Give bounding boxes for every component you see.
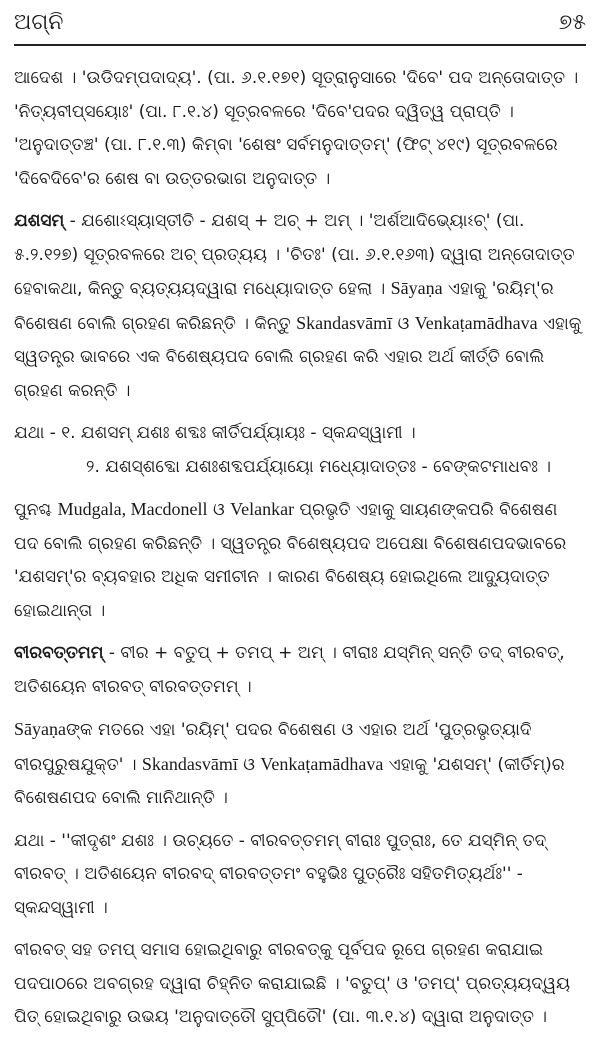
paragraph-viravattamam — [14, 637, 586, 704]
paragraph-3-text-c: ପ୍ରଭୃତି ଏହାକୁ ସାୟଣଙ୍କପରି ବିଶେଷଣ ପଦ ବୋଲି ଗ୍ରହଣ କରିଛନ୍ତି । ସ୍ୱତନ୍ତ୍ର ବିଶେଷ୍ୟପଦ ଅପେକ୍ଷା ବିଶେଷଣପଦଭାବରେ 'ଯଶସମ୍'ର ବ୍ୟବହାର ଅଧିକ ସମୀଚୀନ । କାରଣ ବିଶେଷ୍ୟ ହୋଇଥିଲେ ଆଦ୍ୟୁଦାତ୍ତ ହୋଇଥାନ୍ତା । — [14, 500, 567, 621]
paragraph-3 — [14, 493, 586, 628]
paragraph-2-text-c: ଓ — [392, 313, 415, 334]
paragraph-7-text: ବୀରବତ୍ ସହ ତମପ୍ ସମାସ ହୋଇଥିବାରୁ ବୀରବତ୍କୁ ପୂର୍ବପଦ ରୂପେ ଗ୍ରହଣ କରାଯାଇ ପଦପାଠରେ ଅବଗ୍ରହ ଦ୍ୱାରା ଚିହ୍ନିତ କରାଯାଇଛି । 'ବତୁପ୍' ଓ 'ତମପ୍' ପ୍ରତ୍ୟୟଦ୍ୱୟ ପିତ୍ ହୋଇଥିବାରୁ ଉଭୟ 'ଅନୁଦାତ୍ତୌ ସୁପ୍ପିତୌ' (ପା. ୩.୧.୪) ଦ୍ୱାରା ଅନୁଦାତ୍ତ । — [14, 940, 570, 1027]
name-venkatamadhava: Venkaṭamādhava — [414, 312, 538, 333]
names-mudgala-macdonell: Mudgala, Macdonell — [57, 499, 208, 519]
name-sayana-2: Sāyaṇa — [14, 719, 66, 739]
example-line-2-text: ୨. ଯଶସ୍ଶବ୍ଦୋ ଯଶଃଶବ୍ଦପର୍ଯ୍ୟାୟୋ ମଧ୍ୟୋଦାତ୍ତଃ - ବେଙ୍କଟମାଧବଃ । — [86, 456, 551, 477]
example-line-1 — [14, 417, 586, 451]
page-number: ୭୫ — [558, 10, 586, 35]
paragraph-2-text-d: ଏହାକୁ ସ୍ୱତନ୍ତ୍ର ଭାବରେ ଏକ ବିଶେଷ୍ୟପଦ ବୋଲି ଗ୍ରହଣ କରି ଏହାର ଅର୍ଥ କୀର୍ତ୍ତି ବୋଲି ଗ୍ରହଣ କରନ୍ତି । — [14, 313, 582, 401]
paragraph-1 — [14, 62, 586, 196]
paragraph-6 — [14, 825, 586, 926]
paragraph-2-text-b: ଏହାକୁ 'ରୟିମ୍'ର ବିଶେଷଣ ବୋଲି ଗ୍ରହଣ କରିଛନ୍ତି । କିନ୍ତୁ — [14, 279, 554, 334]
name-skandasvami-2: Skandasvāmī — [141, 753, 238, 774]
name-sayana: Sāyaṇa — [390, 278, 443, 298]
headword-viravattamam: ବୀରବତ୍ତମମ୍ — [14, 643, 104, 663]
paragraph-5-text-c: ଏହାକୁ 'ଯଶସମ୍' (କୀର୍ତିମ୍)ର ବିଶେଷଣପଦ ବୋଲି ମାନିଥାନ୍ତି । — [14, 754, 565, 808]
name-venkatamadhava-2: Venkaṭamādhava — [260, 753, 384, 774]
paragraph-7 — [14, 934, 586, 1035]
example-line-2 — [14, 451, 586, 485]
paragraph-6-text: ଯଥା - ''କୀଦୃଶଂ ଯଶଃ । ଉଚ୍ୟତେ - ବୀରବତ୍ତମମ୍ ବୀରାଃ ପୁତ୍ରାଃ, ତେ ଯସ୍ମିନ୍ ତଦ୍ ବୀରବତ୍ । ଅତିଶୟେନ ବୀରବଦ୍ ବୀରବତ୍ତମଂ ବହୁଭିଃ ପୁତ୍ରୈଃ ସହିତମିତ୍ୟର୍ଥଃ'' - ସ୍କନ୍ଦସ୍ୱାମୀ । — [14, 830, 547, 918]
headword-yashasam: ଯଶସମ୍ — [14, 211, 65, 231]
paragraph-3-text-a: ପୁନଶ୍ଚ — [14, 500, 58, 520]
page-body — [14, 62, 586, 1035]
paragraph-5-text-b: ଓ — [237, 754, 261, 775]
paragraph-3-text-b: ଓ — [207, 500, 231, 520]
running-head: ଅଗ୍ନି — [14, 10, 64, 35]
example-line-1-text: ଯଥା - ୧. ଯଶସମ୍ ଯଶଃ ଶବ୍ଦଃ କୀର୍ତିପର୍ଯ୍ୟାୟଃ - ସ୍କନ୍ଦସ୍ୱାମୀ । — [14, 423, 416, 443]
header-rule — [14, 44, 586, 46]
paragraph-5 — [14, 713, 586, 816]
paragraph-yashasam — [14, 205, 586, 408]
name-velankar: Velankar — [230, 499, 295, 519]
paragraph-5-text-a: ଙ୍କ ମତରେ ଏହା 'ରୟିମ୍' ପଦର ବିଶେଷଣ ଓ ଏହାର ଅର୍ଥ 'ପୁତ୍ରଭୃତ୍ୟାଦି ବୀରପୁରୁଷଯୁକ୍ତ' । — [14, 720, 532, 775]
name-skandasvami: Skandasvāmī — [296, 312, 393, 333]
paragraph-2-text-a: - ଯଶୋଽସ୍ୟାସ୍ତୀତି - ଯଶସ୍ + ଅଚ୍ + ଅମ୍ । 'ଅର୍ଶଆଦିଭ୍ୟୋଽଚ୍' (ପା. ୫.୨.୧୨୭) ସୂତ୍ରବଳରେ ଅଚ୍ ପ୍ରତ୍ୟୟ । 'ଚିତଃ' (ପା. ୬.୧.୧୬୩) ଦ୍ୱାରା ଅନ୍ତୋଦାତ୍ତ ହେବାକଥା, କିନ୍ତୁ ବ୍ୟତ୍ୟୟଦ୍ୱାରା ମଧ୍ୟୋଦାତ୍ତ ହେଲା । — [14, 211, 575, 299]
page-header — [14, 8, 586, 42]
paragraph-4-text: - ବୀର + ବତୁପ୍ + ତମପ୍ + ଅମ୍ । ବୀରାଃ ଯସ୍ମିନ୍ ସନ୍ତି ତଦ୍ ବୀରବତ୍, ଅତିଶୟେନ ବୀରବତ୍ ବୀରବତ୍ତମମ୍ । — [14, 643, 565, 697]
paragraph-1-text: ଆଦେଶ । 'ଉଡିଦମ୍ପଦାଦ୍ୟ'. (ପା. ୬.୧.୧୭୧) ସୂତ୍ରାନୁସାରେ 'ଦିବେ' ପଦ ଅନ୍ତୋଦାତ୍ତ । 'ନିତ୍ୟବୀପ୍ସୟୋଃ' (ପା. ୮.୧.୪) ସୂତ୍ରବଳରେ 'ଦିବେ'ପଦର ଦ୍ୱିତ୍ୱ ପ୍ରାପ୍ତି । 'ଅନୁଦାତ୍ତଞ୍ଚ' (ପା. ୮.୧.୩) କିମ୍ବା 'ଶେଷଂ ସର୍ବମନୁଦାତ୍ତମ୍' (ଫିଟ୍ ୪୧୯) ସୂତ୍ରବଳରେ 'ଦିବେଦିବେ'ର ଶେଷ ବା ଉତ୍ତରଭାଗ ଅନୁଦାତ୍ତ । — [14, 68, 579, 189]
